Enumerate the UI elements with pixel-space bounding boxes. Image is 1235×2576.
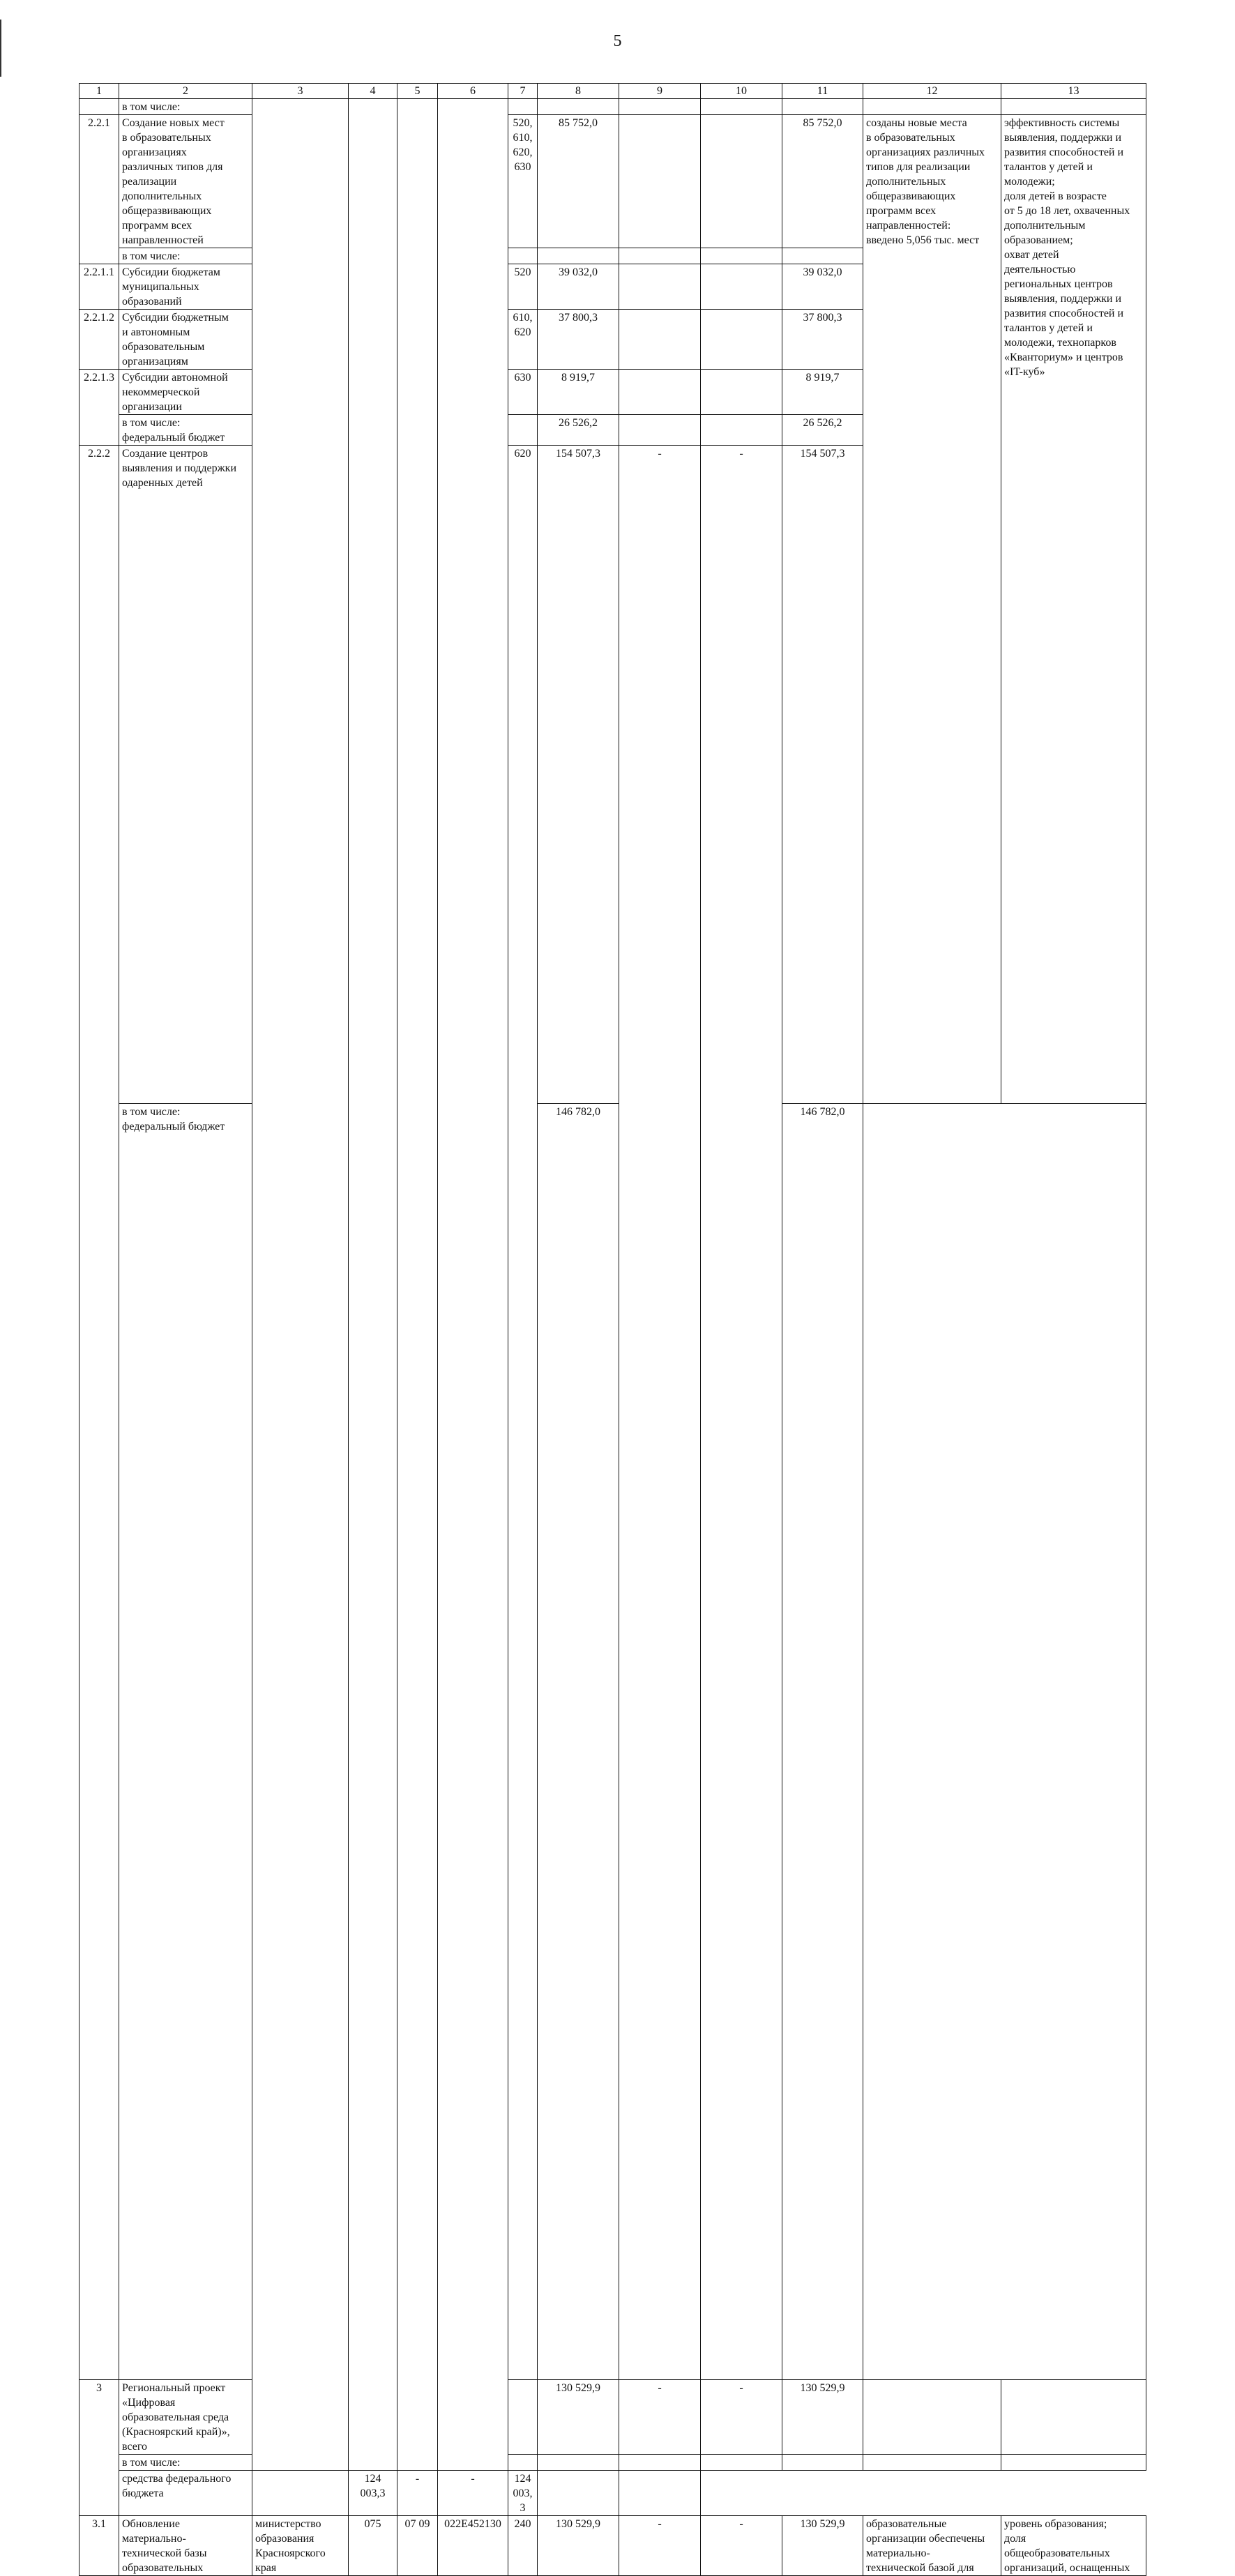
budget-table xyxy=(79,83,1146,2576)
item-name-cell: в том числе: xyxy=(119,99,252,115)
amount-cell: - xyxy=(701,446,782,2380)
row-number-cell: 3 xyxy=(79,2380,119,2516)
amount-cell xyxy=(619,115,701,248)
header-cell: 3 xyxy=(252,84,349,99)
amount-cell xyxy=(619,99,701,115)
header-cell: 2 xyxy=(119,84,252,99)
table-row xyxy=(79,115,1146,248)
header-cell: 9 xyxy=(619,84,701,99)
amount-cell: 130 529,9 xyxy=(538,2516,619,2576)
header-cell: 1 xyxy=(79,84,119,99)
amount-cell xyxy=(619,415,701,446)
header-cell: 4 xyxy=(349,84,397,99)
amount-cell: 154 507,3 xyxy=(782,446,863,1104)
result-cell: созданы новые места в образовательных организациях различных типов для реализации дополнительных общеразвивающих программ всех направленностей: введено 5,056 тыс. мест xyxy=(863,115,1001,1104)
responsible-cell: министерство образования Красноярского края xyxy=(252,2516,349,2576)
code-cell: 610, 620 xyxy=(508,310,538,370)
item-name-cell: в том числе: xyxy=(119,248,252,264)
amount-cell xyxy=(538,99,619,115)
amount-cell: - xyxy=(397,2471,438,2516)
amount-cell: - xyxy=(438,2471,508,2516)
responsible-cell xyxy=(252,99,349,2471)
result-cell xyxy=(863,2455,1001,2471)
table-row xyxy=(79,99,1146,115)
amount-cell: 146 782,0 xyxy=(782,1104,863,2380)
code-cell: 620 xyxy=(508,446,538,2380)
indicator-cell: эффективность системы выявления, поддержки и развития способностей и талантов у детей и молодежи; доля детей в возрасте от 5 до 18 лет, охваченных дополнительным образованием; охват детей деятельностью региональных центров выявления, поддержки и развития способностей и талантов у детей и молодежи, технопарков «Кванториум» и центров «IT-куб» xyxy=(1001,115,1146,1104)
amount-cell: 37 800,3 xyxy=(538,310,619,370)
amount-cell xyxy=(701,415,782,446)
amount-cell: 130 529,9 xyxy=(782,2380,863,2455)
amount-cell xyxy=(701,115,782,248)
row-number-cell: 2.2.2 xyxy=(79,446,119,2380)
amount-cell: 26 526,2 xyxy=(782,415,863,446)
code-cell xyxy=(397,99,438,2471)
amount-cell xyxy=(701,2455,782,2471)
result-cell xyxy=(863,99,1001,115)
code-cell: 075 xyxy=(349,2516,397,2576)
result-cell: образовательные организации обеспечены материально- технической базой для xyxy=(863,2516,1001,2576)
indicator-cell xyxy=(619,2471,701,2516)
amount-cell: 124 003,3 xyxy=(349,2471,397,2516)
amount-cell: 26 526,2 xyxy=(538,415,619,446)
row-number-cell xyxy=(79,99,119,115)
item-name-cell: в том числе: xyxy=(119,2455,252,2471)
code-cell xyxy=(349,99,397,2471)
amount-cell: - xyxy=(701,2380,782,2455)
code-cell: 07 09 xyxy=(397,2516,438,2576)
item-name-cell: в том числе: федеральный бюджет xyxy=(119,415,252,446)
item-name-cell: Региональный проект «Цифровая образовательная среда (Красноярский край)», всего xyxy=(119,2380,252,2455)
amount-cell: 8 919,7 xyxy=(538,370,619,415)
item-name-cell: Субсидии бюджетным и автономным образовательным организациям xyxy=(119,310,252,370)
table-row xyxy=(79,2380,1146,2455)
table-row xyxy=(79,2516,1146,2576)
row-number-cell: 2.2.1.2 xyxy=(79,310,119,370)
code-cell: 520, 610, 620, 630 xyxy=(508,115,538,248)
header-cell: 8 xyxy=(538,84,619,99)
amount-cell: - xyxy=(619,446,701,2380)
amount-cell xyxy=(782,248,863,264)
header-cell: 7 xyxy=(508,84,538,99)
amount-cell xyxy=(701,99,782,115)
result-cell xyxy=(863,2380,1001,2455)
indicator-cell: уровень образования; доля общеобразовательных организаций, оснащенных xyxy=(1001,2516,1146,2576)
code-cell xyxy=(508,415,538,446)
amount-cell: - xyxy=(619,2380,701,2455)
amount-cell: - xyxy=(701,2516,782,2576)
item-name-cell: Создание центров выявления и поддержки одаренных детей xyxy=(119,446,252,1104)
amount-cell xyxy=(619,248,701,264)
row-number-cell: 3.1 xyxy=(79,2516,119,2576)
item-name-cell: Субсидии автономной некоммерческой организации xyxy=(119,370,252,415)
amount-cell: 8 919,7 xyxy=(782,370,863,415)
amount-cell xyxy=(538,248,619,264)
amount-cell xyxy=(619,264,701,310)
row-number-cell: 2.2.1.1 xyxy=(79,264,119,310)
code-cell xyxy=(438,99,508,2471)
amount-cell xyxy=(782,99,863,115)
amount-cell xyxy=(701,264,782,310)
table-row xyxy=(79,1104,1146,2380)
amount-cell: 85 752,0 xyxy=(538,115,619,248)
table-row xyxy=(79,2471,1146,2516)
row-number-cell: 2.2.1 xyxy=(79,115,119,264)
amount-cell: 37 800,3 xyxy=(782,310,863,370)
amount-cell: 130 529,9 xyxy=(782,2516,863,2576)
table-row xyxy=(79,2455,1146,2471)
amount-cell: 124 003,3 xyxy=(508,2471,538,2516)
code-cell xyxy=(252,2471,349,2516)
code-cell: 022Е452130 xyxy=(438,2516,508,2576)
code-cell: 240 xyxy=(508,2516,538,2576)
amount-cell: 146 782,0 xyxy=(538,1104,619,2380)
item-name-cell: средства федерального бюджета xyxy=(119,2471,252,2516)
amount-cell xyxy=(619,2455,701,2471)
amount-cell: 39 032,0 xyxy=(782,264,863,310)
amount-cell: - xyxy=(619,2516,701,2576)
amount-cell: 154 507,3 xyxy=(538,446,619,1104)
amount-cell: 39 032,0 xyxy=(538,264,619,310)
header-cell: 5 xyxy=(397,84,438,99)
item-name-cell: Субсидии бюджетам муниципальных образований xyxy=(119,264,252,310)
code-cell xyxy=(508,2455,538,2471)
code-cell: 630 xyxy=(508,370,538,415)
header-cell: 11 xyxy=(782,84,863,99)
amount-cell xyxy=(538,2455,619,2471)
page-number: 5 xyxy=(613,32,622,50)
amount-cell xyxy=(701,248,782,264)
row-number-cell: 2.2.1.3 xyxy=(79,370,119,446)
indicator-cell xyxy=(1001,2455,1146,2471)
amount-cell xyxy=(782,2455,863,2471)
amount-cell: 85 752,0 xyxy=(782,115,863,248)
code-cell xyxy=(508,2380,538,2455)
item-name-cell: Создание новых мест в образовательных организациях различных типов для реализации дополнительных общеразвивающих программ всех направленностей xyxy=(119,115,252,248)
header-cell: 6 xyxy=(438,84,508,99)
header-cell: 13 xyxy=(1001,84,1146,99)
code-cell xyxy=(508,99,538,115)
indicator-cell xyxy=(1001,2380,1146,2455)
table-header-row xyxy=(79,84,1146,99)
header-cell: 12 xyxy=(863,84,1001,99)
amount-cell: 130 529,9 xyxy=(538,2380,619,2455)
amount-cell xyxy=(619,310,701,370)
code-cell: 520 xyxy=(508,264,538,310)
item-name-cell: Обновление материально- технической базы образовательных xyxy=(119,2516,252,2576)
amount-cell xyxy=(619,370,701,415)
indicator-cell xyxy=(1001,99,1146,115)
item-name-cell: в том числе: федеральный бюджет xyxy=(119,1104,252,2380)
amount-cell xyxy=(701,370,782,415)
result-cell xyxy=(538,2471,619,2516)
header-cell: 10 xyxy=(701,84,782,99)
code-cell xyxy=(508,248,538,264)
amount-cell xyxy=(701,310,782,370)
